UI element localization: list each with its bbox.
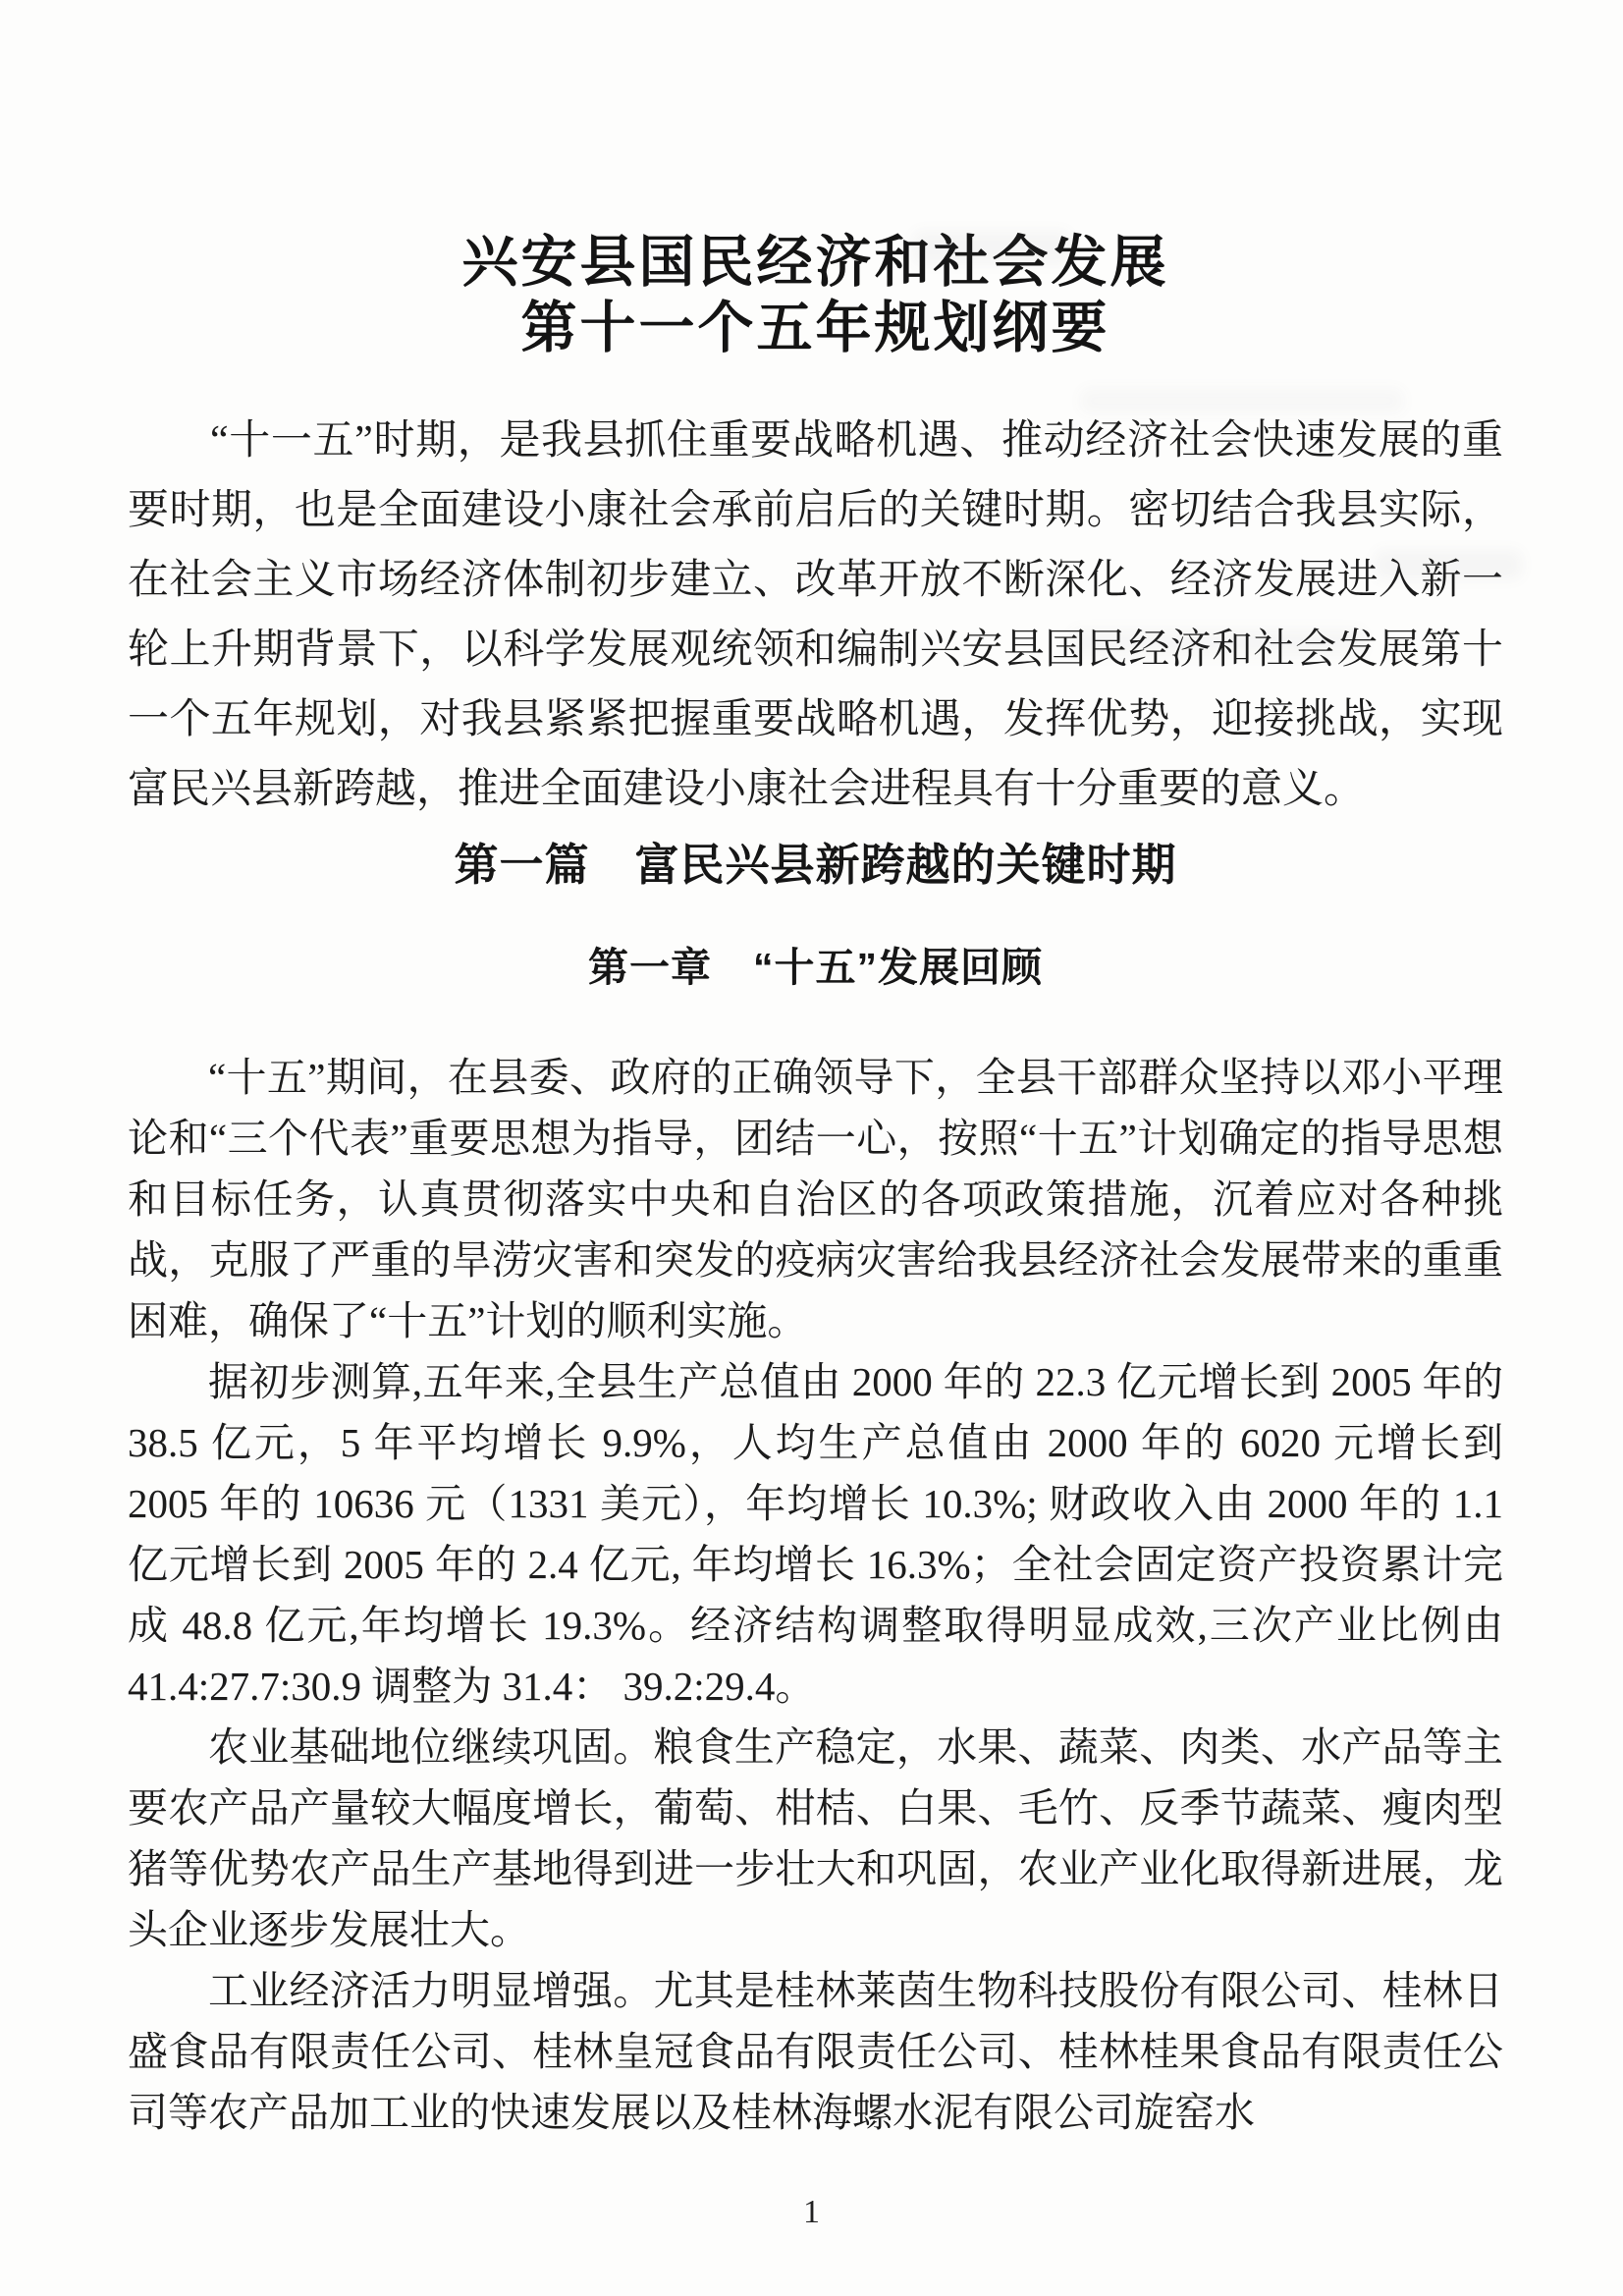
page-number: 1 [803, 2194, 820, 2230]
body-paragraph-review: “十五”期间，在县委、政府的正确领导下，全县干部群众坚持以邓小平理论和“三个代表”重要思想为指导，团结一心，按照“十五”计划确定的指导思想和目标任务，认真贯彻落实中央和自治区的各项政策措施，沉着应对各种挑战，克服了严重的旱涝灾害和突发的疫病灾害给我县经济社会发展带来的重重困难，确保了“十五”计划的顺利实施。 [128, 1055, 1503, 1343]
document-title [128, 230, 1503, 361]
body-paragraph-industry: 工业经济活力明显增强。尤其是桂林莱茵生物科技股份有限公司、桂林日盛食品有限责任公司、桂林皇冠食品有限责任公司、桂林桂果食品有限责任公司等农产品加工业的快速发展以及桂林海螺水泥有限公司旋窑水 [128, 1968, 1503, 2135]
body-paragraph-agriculture: 农业基础地位继续巩固。粮食生产稳定，水果、蔬菜、肉类、水产品等主要农产品产量较大幅度增长，葡萄、柑桔、白果、毛竹、反季节蔬菜、瘦肉型猪等优势农产品生产基地得到进一步壮大和巩固，农业产业化取得新进展，龙头企业逐步发展壮大。 [128, 1724, 1503, 1952]
part-one-heading: 第一篇 富民兴县新跨越的关键时期 [454, 840, 1177, 890]
document-title-line2: 第十一个五年规划纲要 [520, 297, 1110, 359]
document-body [128, 230, 1503, 2143]
intro-paragraph: “十一五”时期，是我县抓住重要战略机遇、推动经济社会快速发展的重要时期，也是全面建设小康社会承前启后的关键时期。密切结合我县实际，在社会主义市场经济体制初步建立、改革开放不断深化、经济发展进入新一轮上升期背景下，以科学发展观统领和编制兴安县国民经济和社会发展第十一个五年规划，对我县紧紧把握重要战略机遇，发挥优势，迎接挑战，实现富民兴县新跨越，推进全面建设小康社会进程具有十分重要的意义。 [128, 418, 1503, 812]
body-paragraph-economic-figures: 据初步测算,五年来,全县生产总值由 2000 年的 22.3 亿元增长到 2005 年的 38.5 亿元，5 年平均增长 9.9%，人均生产总值由 2000 年的 6020 元增长到 2005 年的 10636 元（1331 美元），年均增长 10.3%; 财政收入由 2000 年的 1.1 亿元增长到 2005 年的 2.4 亿元, 年均增长 16.3%；全社会固定资产投资累计完成 48.8 亿元,年均增长 19.3%。经济结构调整取得明显成效,三次产业比例由 41.4:27.7:30.9 调整为 31.4： 39.2:29.4。 [128, 1359, 1503, 1709]
document-title-line1: 兴安县国民经济和社会发展 [461, 231, 1169, 294]
chapter-one-heading: 第一章 “十五”发展回顾 [588, 945, 1043, 990]
